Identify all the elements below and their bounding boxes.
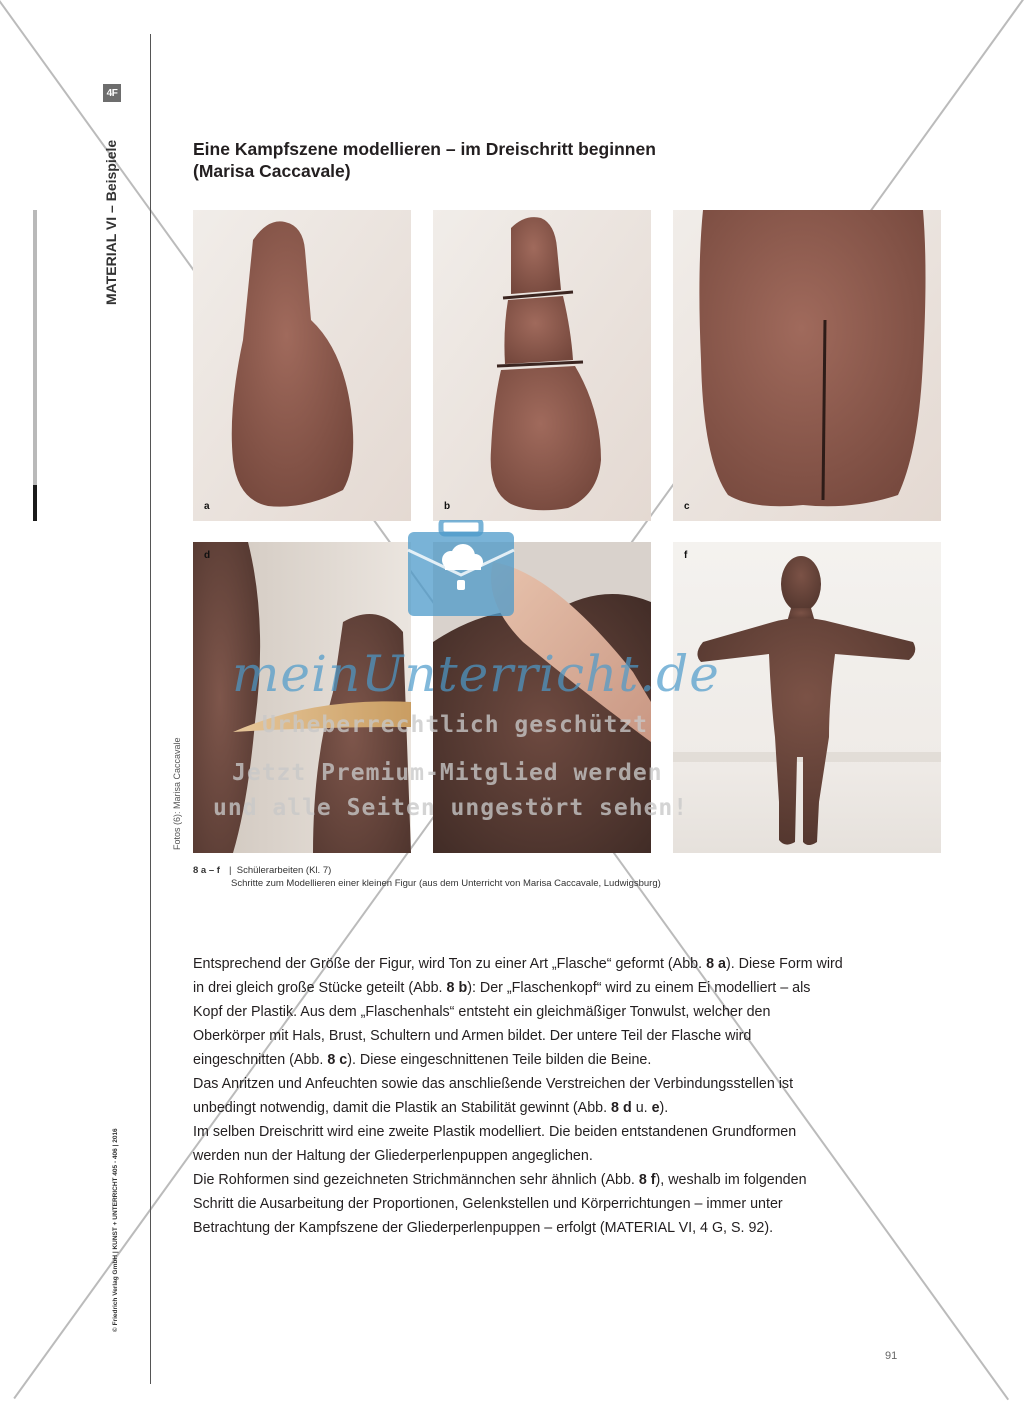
paragraph-1: Entsprechend der Größe der Figur, wird Ton zu einer Art „Flasche“ geformt (Abb. 8 a). Diese Form wird in drei gleich große Stücke geteilt (Abb. 8 b): Der „Flaschenkopf“ wird zu einem Ei modelliert – als Kopf der Plastik. Aus dem „Flaschenhals“ entsteht ein gleichmäßiger Tonwulst, welcher den Oberkörper mit Hals, Brust, Schultern und Armen bildet. Der untere Teil der Flasche wird eingeschnitten (Abb. 8 c). Diese eingeschnittenen Teile bilden die Beine.: [193, 956, 843, 1068]
paragraph-3: Im selben Dreischritt wird eine zweite Plastik modelliert. Die beiden entstandenen Grundformen werden nun der Haltung der Gliederperlenpuppen angeglichen.: [193, 1124, 797, 1164]
copyright-notice: © Friedrich Verlag GmbH | KUNST + UNTERRICHT 405 - 406 | 2016: [112, 1128, 119, 1332]
section-label: MATERIAL VI – Beispiele: [103, 139, 119, 305]
caption-line-1: Schülerarbeiten (Kl. 7): [236, 865, 332, 876]
photo-label-a: a: [204, 501, 210, 512]
photo-c: [673, 210, 941, 521]
paragraph-2: Das Anritzen und Anfeuchten sowie das anschließende Verstreichen der Verbindungsstellen ist unbedingt notwendig, damit die Plastik an Stabilität gewinnt (Abb. 8 d u. e).: [193, 1076, 794, 1116]
watermark-text-2: Jetzt Premium-Mitglied werden: [232, 760, 663, 786]
photo-label-b: b: [444, 501, 451, 512]
photo-b: [433, 210, 651, 521]
margin-rule: [150, 34, 151, 1384]
progress-bar-dark: [33, 485, 37, 521]
progress-bar-grey: [33, 210, 37, 485]
page-number: 91: [885, 1350, 898, 1362]
section-badge: 4F: [103, 84, 121, 102]
caption-line-2: Schritte zum Modellieren einer kleinen Figur (aus dem Unterricht von Marisa Caccavale, Ludwigsburg): [231, 878, 661, 889]
page-title: [193, 138, 893, 182]
caption-number: 8 a – f: [193, 865, 220, 876]
photo-label-d: d: [204, 550, 211, 561]
photo-label-c: c: [684, 501, 690, 512]
watermark-text-3: und alle Seiten ungestört sehen!: [213, 795, 689, 821]
watermark-text-1: Urheberrechtlich geschützt: [262, 712, 649, 738]
title-line-2: (Marisa Caccavale): [193, 161, 351, 181]
body-text: [193, 952, 843, 1240]
photo-credit: Fotos (6): Marisa Caccavale: [172, 737, 182, 850]
photo-label-f: f: [684, 550, 688, 561]
title-line-1: Eine Kampfszene modellieren – im Dreischritt beginnen: [193, 139, 656, 159]
watermark-briefcase-icon: [405, 520, 517, 625]
watermark-logo: meinUnterricht.de: [232, 645, 720, 703]
paragraph-4: Die Rohformen sind gezeichneten Strichmännchen sehr ähnlich (Abb. 8 f), weshalb im folgenden Schritt die Ausarbeitung der Proportionen, Gelenkstellen und Körperrichtungen – immer unter Betrachtung der Kampfszene der Gliederperlenpuppen – erfolgt (MATERIAL VI, 4 G, S. 92).: [193, 1172, 807, 1236]
photo-a: [193, 210, 411, 521]
figure-caption: 8 a – f | Schülerarbeiten (Kl. 7) Schritte zum Modellieren einer kleinen Figur (aus dem Unterricht von Marisa Caccavale, Ludwigsburg): [193, 865, 661, 889]
